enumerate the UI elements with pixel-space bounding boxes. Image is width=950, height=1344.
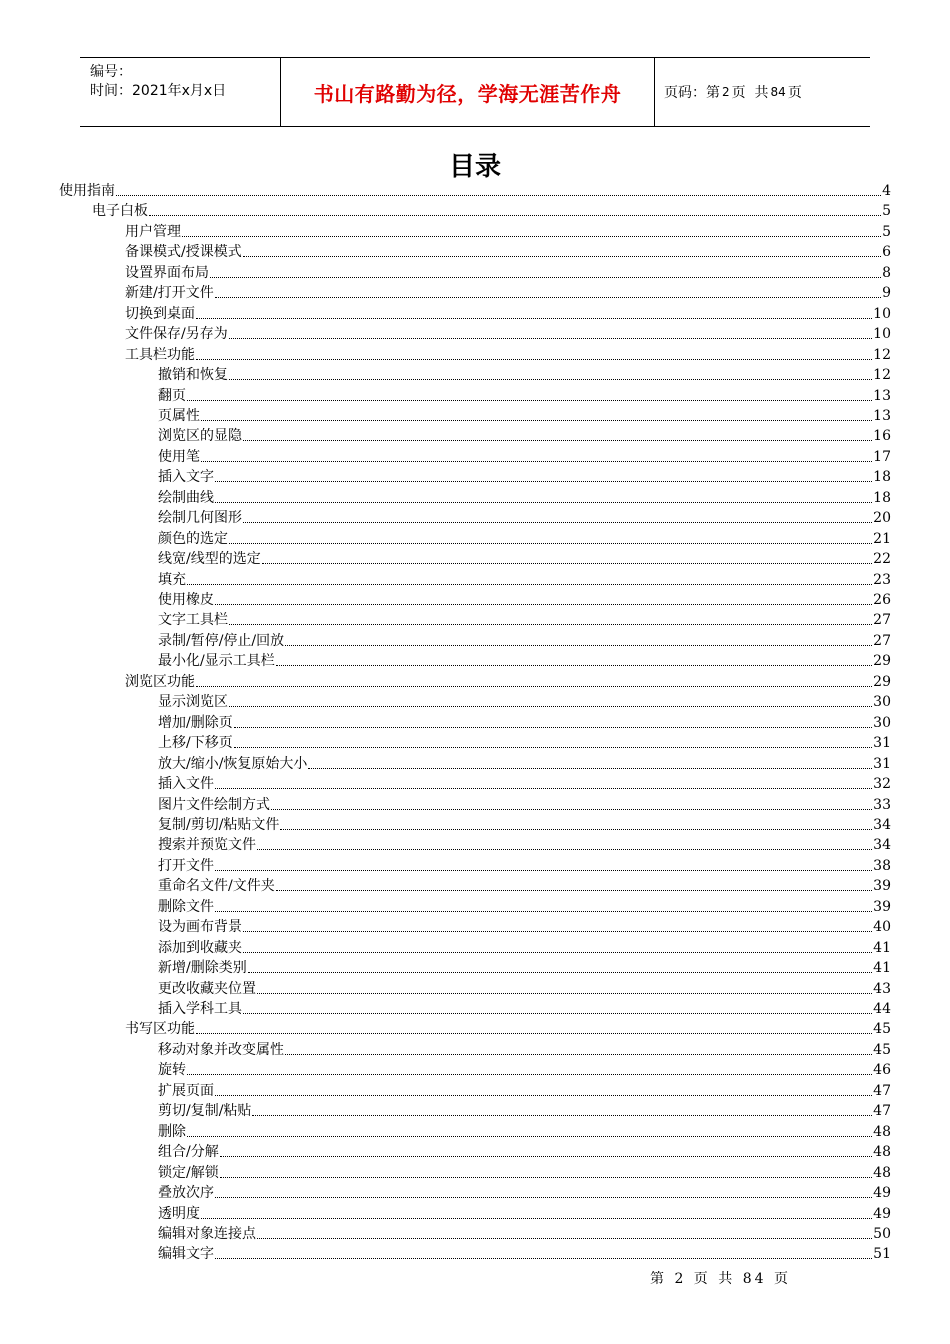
toc-entry[interactable] (158, 651, 891, 671)
toc-entry-page: 4 (882, 183, 891, 199)
toc-entry-title: 线宽/线型的选定 (158, 551, 261, 568)
toc-entry-page: 31 (873, 735, 891, 752)
toc-dot-leader (262, 563, 872, 564)
toc-entry[interactable] (125, 242, 891, 262)
toc-dot-leader (201, 461, 872, 462)
toc-dot-leader (215, 604, 872, 605)
toc-dot-leader (271, 809, 872, 810)
toc-entry-title: 使用指南 (59, 183, 115, 199)
toc-dot-leader (229, 338, 872, 339)
toc-entry[interactable] (158, 386, 891, 406)
toc-dot-leader (234, 727, 872, 728)
toc-entry-title: 编辑文字 (158, 1246, 214, 1263)
toc-dot-leader (187, 584, 872, 585)
toc-dot-leader (215, 788, 872, 789)
toc-dot-leader (215, 1197, 872, 1198)
page-number: 2 (722, 85, 730, 99)
toc-entry-page: 13 (873, 407, 891, 424)
toc-entry-title: 撤销和恢复 (158, 367, 228, 384)
toc-entry-title: 工具栏功能 (125, 346, 195, 363)
toc-dot-leader (229, 624, 872, 625)
toc-dot-leader (149, 215, 881, 216)
toc-entry-page: 44 (873, 1001, 891, 1017)
toc-entry-title: 新增/删除类别 (158, 960, 247, 977)
toc-entry[interactable] (158, 426, 891, 446)
toc-dot-leader (196, 359, 872, 360)
toc-entry[interactable] (125, 304, 891, 324)
toc-dot-leader (215, 870, 872, 871)
toc-entry-title: 剪切/复制/粘贴 (158, 1103, 252, 1120)
toc-entry[interactable] (158, 692, 891, 712)
header-meta-cell (80, 58, 281, 126)
toc-entry-page: 40 (873, 919, 891, 936)
toc-entry[interactable] (158, 1244, 891, 1264)
toc-entry[interactable] (158, 570, 891, 590)
toc-entry-title: 插入文字 (158, 469, 214, 486)
toc-dot-leader (215, 297, 881, 298)
toc-entry-page: 31 (873, 755, 891, 772)
toc-entry[interactable] (125, 222, 891, 242)
toc-dot-leader (196, 1033, 872, 1034)
toc-dot-leader (116, 195, 881, 196)
toc-entry-page: 50 (873, 1225, 891, 1242)
toc-entry-title: 文件保存/另存为 (125, 326, 228, 343)
toc-entry[interactable] (125, 283, 891, 303)
toc-entry-title: 录制/暂停/停止/回放 (158, 632, 285, 649)
header-page-cell (655, 58, 870, 126)
toc-entry[interactable] (125, 1019, 891, 1039)
toc-dot-leader (257, 849, 872, 850)
toc-entry-title: 更改收藏夹位置 (158, 980, 256, 997)
toc-entry[interactable] (59, 181, 891, 201)
toc-dot-leader (215, 1095, 872, 1096)
toc-entry[interactable] (158, 1163, 891, 1183)
toc-entry[interactable] (125, 672, 891, 692)
toc-entry-title: 浏览区的显隐 (158, 428, 242, 445)
toc-dot-leader (243, 522, 872, 523)
toc-entry-title: 使用橡皮 (158, 592, 214, 608)
time-label: 时间：2021年x月x日 (90, 83, 227, 99)
toc-entry-page: 10 (873, 326, 891, 343)
toc-entry-title: 文字工具栏 (158, 612, 228, 629)
toc-entry-title: 组合/分解 (158, 1144, 219, 1161)
toc-entry[interactable] (158, 1060, 891, 1080)
toc-entry[interactable] (158, 856, 891, 876)
toc-dot-leader (308, 768, 872, 769)
toc-dot-leader (215, 502, 872, 503)
toc-entry[interactable] (125, 324, 891, 344)
toc-entry[interactable] (158, 488, 891, 508)
toc-dot-leader (248, 972, 872, 973)
toc-dot-leader (252, 1115, 872, 1116)
toc-dot-leader (210, 277, 881, 278)
toc-entry-title: 设置界面布局 (125, 264, 209, 281)
toc-entry-page: 12 (873, 367, 891, 384)
toc-entry[interactable] (158, 774, 891, 794)
toc-entry-page: 38 (873, 857, 891, 874)
toc-entry-page: 34 (873, 837, 891, 854)
toc-entry-title: 编辑对象连接点 (158, 1225, 256, 1242)
page-prefix: 页码：第 (664, 85, 720, 101)
toc-dot-leader (276, 890, 872, 891)
toc-entry-page: 6 (882, 244, 891, 261)
toc-entry[interactable] (158, 406, 891, 426)
toc-entry-title: 打开文件 (158, 857, 214, 874)
toc-dot-leader (285, 1054, 872, 1055)
toc-entry-title: 删除文件 (158, 898, 214, 915)
toc-entry-title: 翻页 (158, 387, 186, 404)
toc-entry-page: 30 (873, 694, 891, 711)
toc-dot-leader (243, 931, 872, 932)
toc-entry-title: 新建/打开文件 (125, 285, 214, 302)
toc-entry[interactable] (158, 590, 891, 610)
toc-entry-page: 17 (873, 448, 891, 465)
toc-entry-page: 5 (882, 203, 891, 220)
toc-entry-page: 46 (873, 1062, 891, 1079)
toc-entry-page: 29 (873, 653, 891, 670)
toc-dot-leader (187, 400, 872, 401)
toc-entry-page: 51 (873, 1246, 891, 1263)
toc-entry[interactable] (158, 549, 891, 569)
toc-dot-leader (285, 645, 872, 646)
toc-dot-leader (229, 543, 872, 544)
toc-entry[interactable] (158, 1142, 891, 1162)
toc-entry-page: 23 (873, 571, 891, 588)
toc-entry-page: 27 (873, 632, 891, 649)
toc-dot-leader (187, 1136, 872, 1137)
toc-entry-title: 增加/删除页 (158, 714, 233, 731)
toc-entry-title: 复制/剪切/粘贴文件 (158, 816, 280, 833)
toc-entry[interactable] (158, 958, 891, 978)
toc-entry-page: 18 (873, 489, 891, 506)
toc-entry-page: 34 (873, 816, 891, 833)
toc-entry[interactable] (158, 467, 891, 487)
toc-dot-leader (257, 993, 872, 994)
toc-entry[interactable] (158, 754, 891, 774)
toc-dot-leader (215, 481, 872, 482)
toc-entry-page: 48 (873, 1144, 891, 1161)
toc-entry-title: 颜色的选定 (158, 530, 228, 547)
toc-entry-page: 45 (873, 1041, 891, 1058)
toc-entry-page: 30 (873, 714, 891, 731)
toc-entry-title: 备课模式/授课模式 (125, 244, 242, 261)
toc-entry[interactable] (158, 1122, 891, 1142)
toc-entry-page: 16 (873, 428, 891, 445)
toc-entry[interactable] (158, 815, 891, 835)
toc-entry-page: 21 (873, 530, 891, 547)
toc-entry-page: 48 (873, 1164, 891, 1181)
toc-entry[interactable] (158, 835, 891, 855)
toc-dot-leader (196, 318, 872, 319)
toc-entry-page: 47 (873, 1082, 891, 1099)
toc-entry-page: 18 (873, 469, 891, 486)
toc-entry-page: 26 (873, 592, 891, 608)
toc-dot-leader (243, 440, 872, 441)
toc-entry-page: 48 (873, 1123, 891, 1140)
toc-entry-title: 插入学科工具 (158, 1001, 242, 1017)
toc-entry[interactable] (158, 917, 891, 937)
toc-dot-leader (220, 1177, 872, 1178)
toc-entry[interactable] (158, 631, 891, 651)
toc-entry-page: 29 (873, 673, 891, 690)
toc-entry-title: 最小化/显示工具栏 (158, 653, 275, 670)
toc-entry-title: 绘制几何图形 (158, 510, 242, 527)
toc-entry-page: 49 (873, 1205, 891, 1222)
toc-entry-page: 32 (873, 776, 891, 793)
toc-dot-leader (229, 379, 872, 380)
toc-entry-title: 页属性 (158, 407, 200, 424)
toc-entry[interactable] (158, 529, 891, 549)
toc-entry[interactable] (158, 610, 891, 630)
toc-entry[interactable] (158, 508, 891, 528)
toc-dot-leader (215, 1258, 872, 1259)
toc-entry[interactable] (158, 713, 891, 733)
toc-entry[interactable] (158, 979, 891, 999)
toc-entry-title: 书写区功能 (125, 1021, 195, 1038)
toc-dot-leader (187, 1074, 872, 1075)
toc-entry-title: 电子白板 (92, 203, 148, 220)
page-footer: 第 2 页 共 84 页 (650, 1271, 791, 1287)
toc-entry-title: 叠放次序 (158, 1185, 214, 1202)
toc-entry[interactable] (158, 1183, 891, 1203)
toc-entry[interactable] (158, 1081, 891, 1101)
toc-entry-page: 20 (873, 510, 891, 527)
toc-entry-page: 9 (882, 285, 891, 302)
toc-entry-page: 13 (873, 387, 891, 404)
toc-entry-page: 8 (882, 264, 891, 281)
toc-entry-title: 放大/缩小/恢复原始大小 (158, 755, 308, 772)
toc-entry[interactable] (158, 733, 891, 753)
toc-dot-leader (220, 1156, 872, 1157)
toc-entry[interactable] (158, 447, 891, 467)
toc-entry[interactable] (125, 345, 891, 365)
page-header (80, 57, 870, 127)
toc-entry-title: 重命名文件/文件夹 (158, 878, 275, 895)
motto-text: 书山有路勤为径，学海无涯苦作舟 (313, 81, 622, 106)
toc-entry-title: 填充 (158, 571, 186, 588)
toc-entry-title: 旋转 (158, 1062, 186, 1079)
toc-entry-page: 41 (873, 939, 891, 956)
toc-entry[interactable] (158, 795, 891, 815)
header-motto-cell (281, 58, 655, 126)
toc-entry-page: 27 (873, 612, 891, 629)
toc-entry-title: 使用笔 (158, 448, 200, 465)
toc-entry-title: 移动对象并改变属性 (158, 1041, 284, 1058)
page-mid: 页 共 (731, 85, 769, 101)
toc-dot-leader (276, 665, 872, 666)
toc-entry[interactable] (158, 1204, 891, 1224)
toc-dot-leader (243, 256, 881, 257)
toc-entry-page: 39 (873, 878, 891, 895)
toc-entry-title: 显示浏览区 (158, 694, 228, 711)
toc-entry[interactable] (158, 1224, 891, 1244)
toc-dot-leader (182, 236, 881, 237)
toc-entry-title: 图片文件绘制方式 (158, 796, 270, 813)
toc-entry-page: 41 (873, 960, 891, 977)
toc-entry-title: 扩展页面 (158, 1082, 214, 1099)
toc-entry-title: 删除 (158, 1123, 186, 1140)
toc-entry-page: 33 (873, 796, 891, 813)
toc-entry[interactable] (158, 1101, 891, 1121)
toc-entry[interactable] (158, 1040, 891, 1060)
toc-dot-leader (229, 706, 872, 707)
toc-entry[interactable] (158, 999, 891, 1019)
toc-entry[interactable] (158, 876, 891, 896)
toc-dot-leader (257, 1238, 872, 1239)
toc-dot-leader (280, 829, 872, 830)
toc-entry-page: 43 (873, 980, 891, 997)
toc-entry-title: 切换到桌面 (125, 305, 195, 322)
toc-entry[interactable] (158, 897, 891, 917)
toc-entry-page: 49 (873, 1185, 891, 1202)
toc-entry[interactable] (158, 938, 891, 958)
toc-dot-leader (196, 686, 872, 687)
toc-entry-title: 上移/下移页 (158, 735, 233, 752)
toc-dot-leader (243, 952, 872, 953)
toc-dot-leader (201, 1218, 872, 1219)
page-total: 84 (770, 85, 786, 99)
toc-entry-title: 用户管理 (125, 223, 181, 240)
toc-dot-leader (234, 747, 872, 748)
toc-entry[interactable] (125, 263, 891, 283)
toc-entry-title: 绘制曲线 (158, 489, 214, 506)
toc-entry-page: 5 (882, 223, 891, 240)
toc-entry-page: 47 (873, 1103, 891, 1120)
toc-entry[interactable] (158, 365, 891, 385)
toc-entry-title: 插入文件 (158, 776, 214, 793)
toc-entry-title: 透明度 (158, 1205, 200, 1222)
toc-entry-page: 45 (873, 1021, 891, 1038)
toc-entry[interactable] (92, 201, 891, 221)
toc-dot-leader (243, 1013, 872, 1014)
toc-entry-title: 搜索并预览文件 (158, 837, 256, 854)
toc-dot-leader (201, 420, 872, 421)
number-label: 编号： (90, 64, 132, 80)
toc-entry-title: 锁定/解锁 (158, 1164, 219, 1181)
toc-entry-page: 39 (873, 898, 891, 915)
toc-dot-leader (215, 911, 872, 912)
toc-entry-page: 22 (873, 551, 891, 568)
toc-entry-title: 添加到收藏夹 (158, 939, 242, 956)
toc-title: 目录 (448, 152, 501, 182)
toc-entry-title: 设为画布背景 (158, 919, 242, 936)
toc-entry-title: 浏览区功能 (125, 673, 195, 690)
toc-entry-page: 10 (873, 305, 891, 322)
page-suffix: 页 (787, 85, 802, 101)
toc-entry-page: 12 (873, 346, 891, 363)
